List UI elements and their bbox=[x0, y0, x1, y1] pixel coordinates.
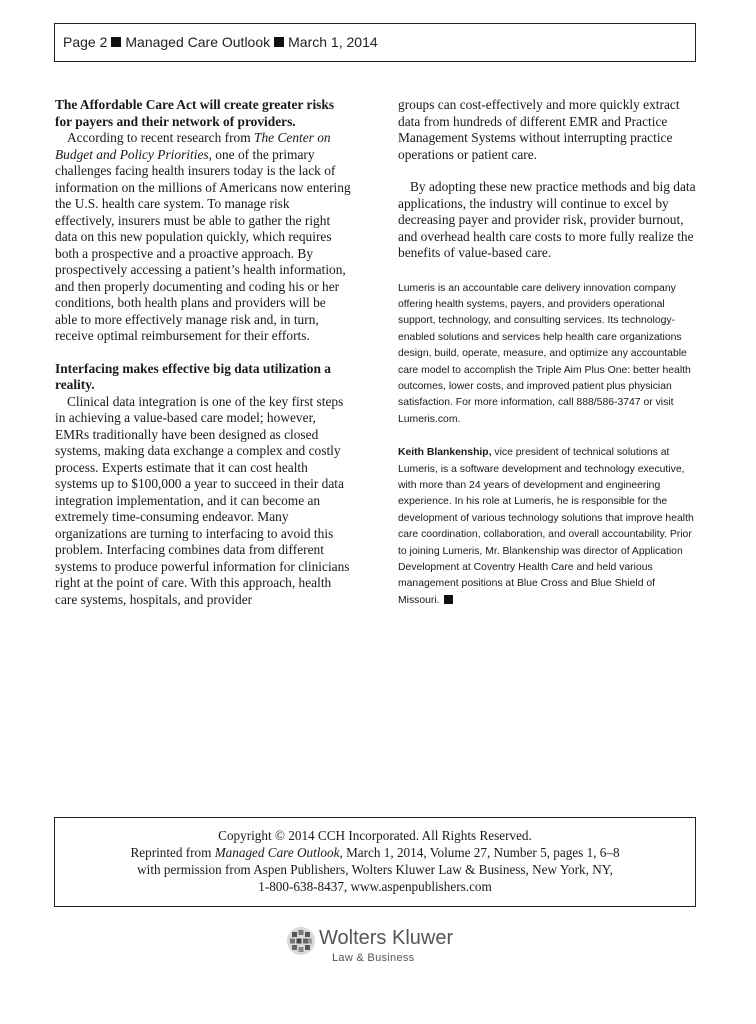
paragraph-text: According to recent research from bbox=[67, 130, 255, 145]
logo-name: Wolters Kluwer bbox=[319, 927, 454, 949]
reprint-text: Reprinted from bbox=[130, 845, 215, 860]
author-bio-text: vice president of technical solutions at Lumeris, is a software development and technology executive, with more than 24 years of development and engineering experience. In his role at Lumeris, he is responsible for the development of various technology solutions that improve health care coordination, collaboration, and overall accountability. Prior to joining Lumeris, Mr. Blankenship was director of Application Development at Coventry Health Care and held various management positions at Blue Cross and Blue Shield of Missouri. bbox=[398, 447, 694, 606]
paragraph-text: , one of the primary challenges facing health insurers today is the lack of information on the millions of Americans now entering the U.S. health care system. To manage risk effectively, insurers must be able to gather the right data on this new population quickly, which requires both a prospective and a proactive approach. By prospectively accessing a patient’s health information, and then properly documenting and coding his or her conditions, both health plans and providers will be able to more effectively manage risk and, in turn, receive optimal reimbursement for their efforts. bbox=[55, 146, 351, 343]
paragraph-adopting: By adopting these new practice methods and big data applications, the industry will continue to excel by decreasing payer and provider risk, provider burnout, and overhead health care costs to more fully realize the benefits of value-based care. bbox=[398, 179, 696, 260]
reprint-text: March 1, 2014, Volume 27, Number 5, pages 1, 6–8 bbox=[342, 845, 620, 860]
header-text bbox=[63, 34, 378, 50]
separator-square-icon bbox=[111, 37, 121, 47]
paragraph-continued: groups can cost-effectively and more quickly extract data from hundreds of different EMR and Practice Management Systems without interrupting practice operations or patient care. bbox=[398, 97, 680, 162]
copyright-box bbox=[54, 817, 696, 907]
permission-line: with permission from Aspen Publishers, Wolters Kluwer Law & Business, New York, NY, bbox=[137, 862, 613, 877]
page-number: Page 2 bbox=[63, 34, 108, 50]
author-bio bbox=[398, 445, 698, 609]
author-name: Keith Blankenship, bbox=[398, 447, 492, 459]
end-mark-square-icon bbox=[444, 595, 453, 604]
paragraph-interfacing: Clinical data integration is one of the key first steps in achieving a value-based care model; however, EMRs traditionally have been designed as closed systems, making data exchange a complex and costly process. Experts estimate that it can cost health systems up to $100,000 a year to succeed in their data integration implementation, and it can become an extremely time-consuming endeavor. Many organizations are turning to interfacing to avoid this problem. Interfacing combines data from different systems to produce powerful information for clinicians right at the point of care. With this approach, health care systems, hospitals, and provider bbox=[55, 393, 350, 607]
reprint-line bbox=[55, 844, 695, 861]
section-heading-interfacing: Interfacing makes effective big data utilization a reality. bbox=[55, 360, 331, 392]
section-heading-aca: The Affordable Care Act will create greater risks for payers and their network of providers. bbox=[55, 97, 335, 129]
about-lumeris: Lumeris is an accountable care delivery innovation company offering health systems, payers, and providers operational support, technology, and consulting services. Its technology-enabled solutions and services help health care organizations design, build, operate, measure, and optimize any accountable care model to accomplish the Triple Aim Plus One: better health outcomes, lower costs, and improved patient plus physician satisfaction. For more information, call 888/586-3747 or visit Lumeris.com. bbox=[398, 282, 691, 425]
source-title: The Center on Budget and Policy Priorities bbox=[55, 130, 331, 162]
wolters-kluwer-logo bbox=[286, 924, 476, 970]
page-header bbox=[54, 23, 696, 62]
copyright-line: Copyright © 2014 CCH Incorporated. All Rights Reserved. bbox=[218, 828, 532, 843]
logo-subtitle: Law & Business bbox=[332, 952, 415, 964]
right-column bbox=[398, 97, 698, 609]
left-column bbox=[55, 97, 351, 608]
publication-name: Managed Care Outlook bbox=[125, 34, 271, 50]
issue-date: March 1, 2014 bbox=[288, 34, 378, 50]
contact-line: 1-800-638-8437, www.aspenpublishers.com bbox=[258, 879, 492, 894]
paragraph-aca bbox=[55, 130, 351, 345]
reprint-publication: Managed Care Outlook, bbox=[214, 845, 343, 860]
globe-icon bbox=[286, 926, 316, 956]
separator-square-icon bbox=[274, 37, 284, 47]
